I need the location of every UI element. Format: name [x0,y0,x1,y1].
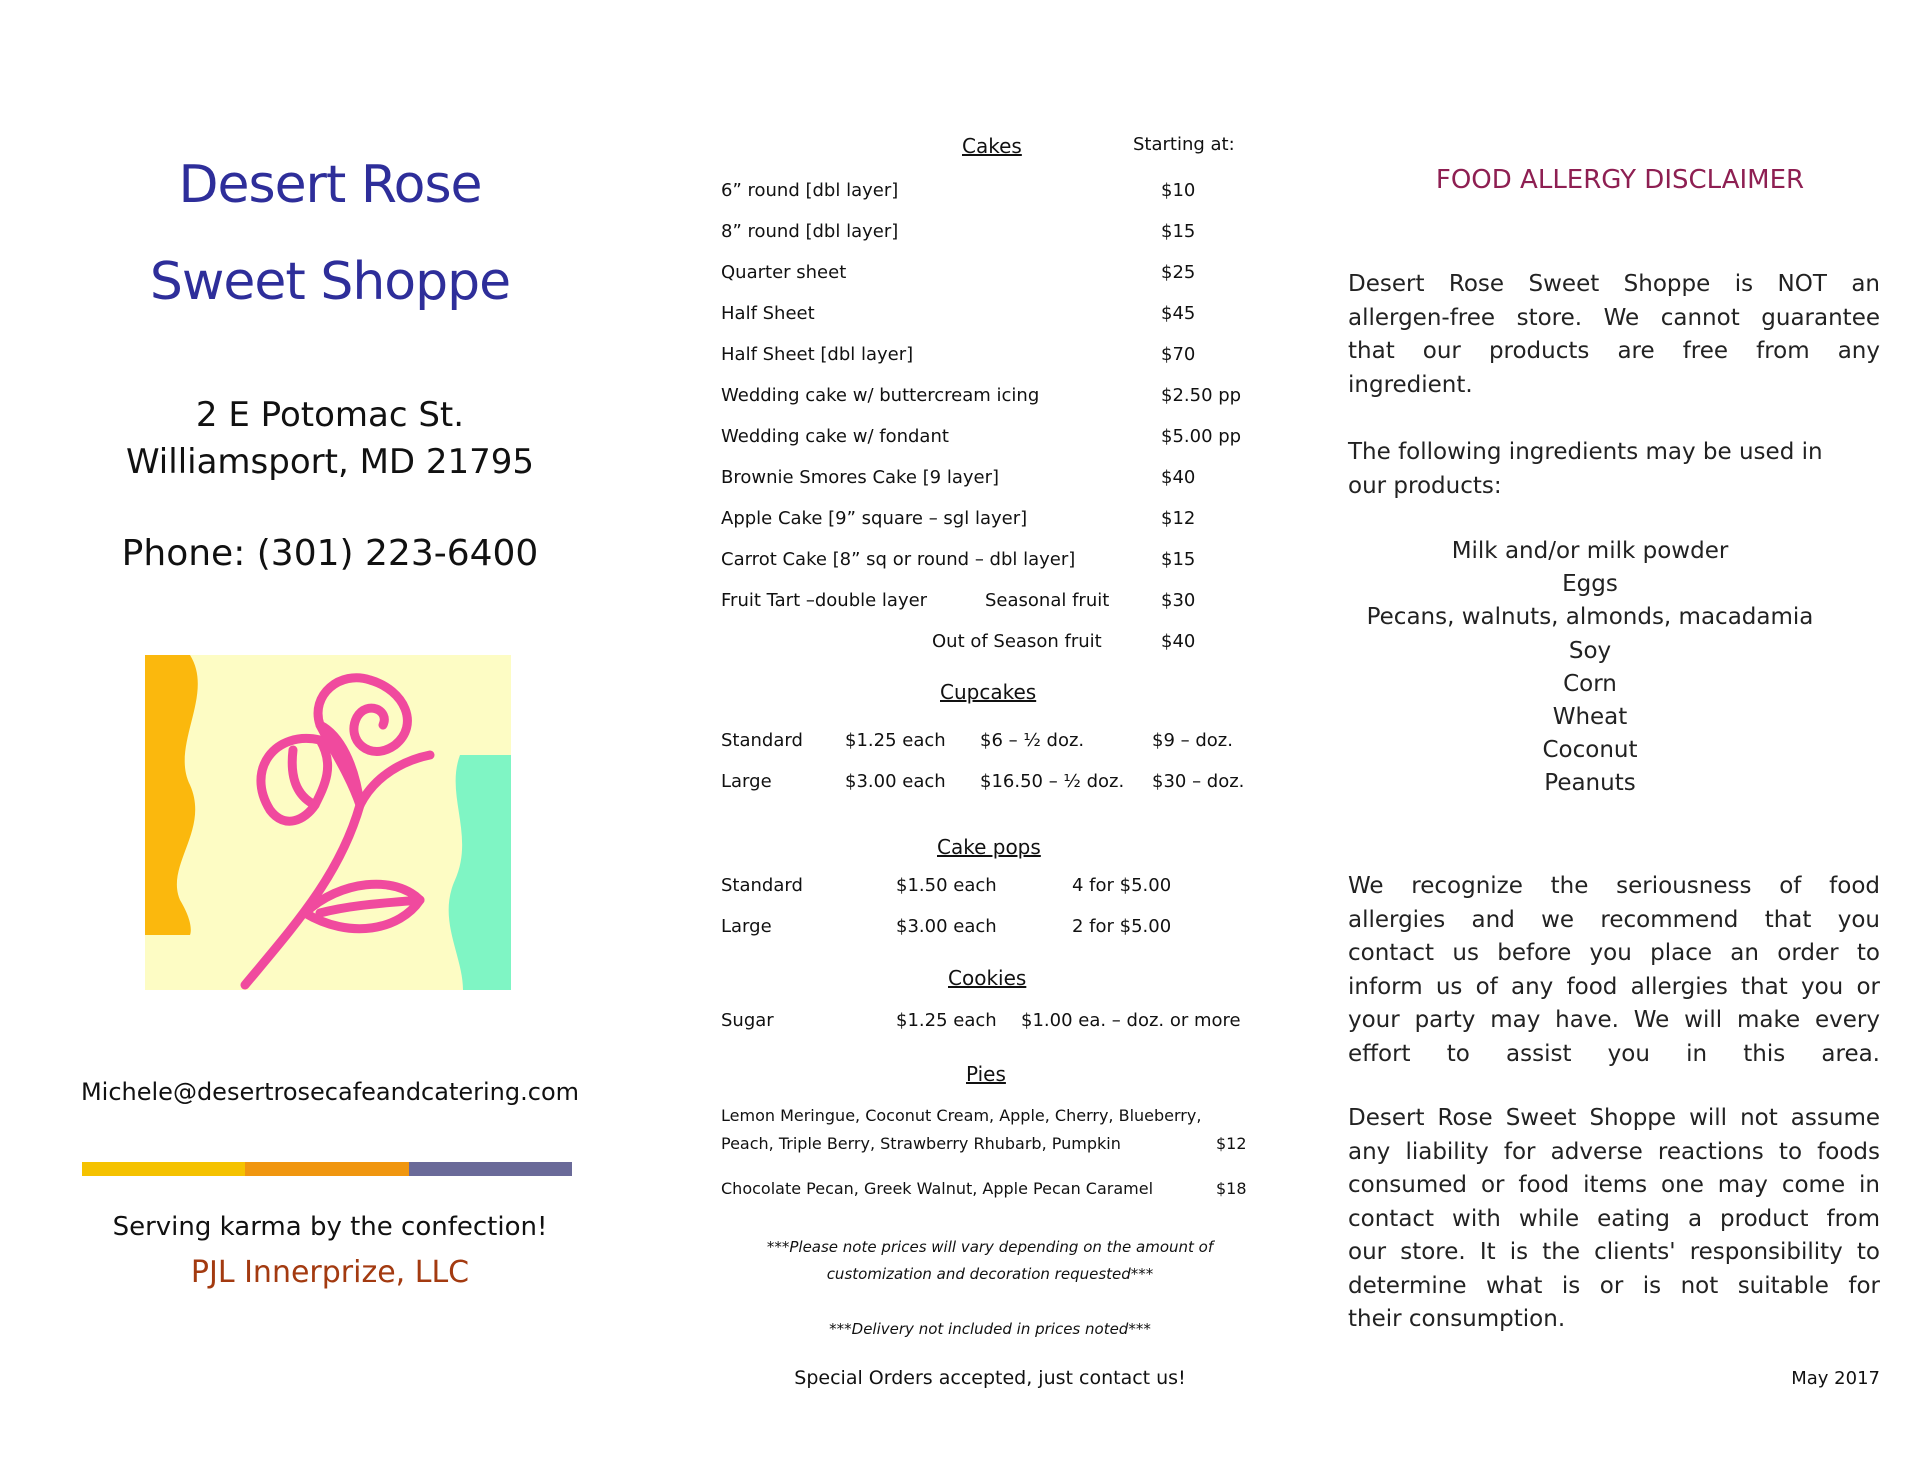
cake-item-price: $25 [1161,262,1196,283]
cake-item-price: $15 [1161,549,1196,570]
menu-panel [700,0,1280,1484]
cupcakes-heading: Cupcakes [940,680,1037,704]
rose-logo-icon [145,655,511,990]
paragraph-line: inform us of any food allergies that you or [1348,973,1880,1000]
fruit-tart-price-seasonal: $30 [1161,590,1196,611]
ingredient-item: Corn [1563,670,1617,697]
disclaimer-panel [1340,0,1900,1484]
cake-item-price: $10 [1161,180,1196,201]
cake-pop-each: $1.50 each [896,875,997,896]
address-street: 2 E Potomac St. [195,395,465,435]
pies-heading: Pies [966,1062,1006,1086]
cake-item-price: $12 [1161,508,1196,529]
paragraph-line: their consumption. [1348,1306,1566,1332]
stripe-segment-orange [245,1162,408,1176]
cake-item-price: $70 [1161,344,1196,365]
pie-group-1-price: $12 [1216,1134,1247,1153]
cupcake-each: $3.00 each [845,771,946,792]
pricing-note [700,1234,1280,1288]
paragraph-line: effort to assist you in this area. [1348,1040,1880,1067]
ingredient-item: Pecans, walnuts, almonds, macadamia [1366,604,1814,631]
fruit-tart-name: Fruit Tart –double layer [721,590,928,611]
cake-item-name: Brownie Smores Cake [9 layer] [721,467,999,488]
cupcake-half-dozen: $6 – ½ doz. [980,730,1085,751]
ingredient-item: Eggs [1562,571,1618,598]
cake-pop-size: Large [721,916,772,937]
color-stripe [82,1162,572,1176]
cookie-name: Sugar [721,1010,774,1031]
cake-item-name: 6” round [dbl layer] [721,180,899,201]
paragraph-line: Desert Rose Sweet Shoppe will not assume [1348,1105,1880,1131]
cake-item-price: $45 [1161,303,1196,324]
paragraph-line: consumed or food items one may come in [1348,1172,1880,1198]
cake-item-name: Carrot Cake [8” sq or round – dbl layer] [721,549,1076,570]
ingredient-item: Milk and/or milk powder [1451,538,1729,564]
disclaimer-paragraph-4 [1348,1102,1880,1337]
cupcake-size: Standard [721,730,803,751]
cake-item-price: $5.00 pp [1161,426,1242,447]
cupcake-dozen: $9 – doz. [1152,730,1233,751]
cookie-each: $1.25 each [896,1010,997,1031]
tagline: Serving karma by the confection! [112,1212,548,1242]
pie-group-1-names: Peach, Triple Berry, Strawberry Rhubarb, Pumpkin [721,1134,1121,1153]
cakes-price-header: Starting at: [1133,134,1235,155]
cake-pops-heading: Cake pops [937,835,1041,859]
disclaimer-paragraph-2 [1348,436,1880,503]
cookie-bulk: $1.00 ea. – doz. or more [1021,1010,1241,1031]
cake-item-name: Half Sheet [721,303,815,324]
cakes-heading: Cakes [962,134,1022,158]
cake-item-name: Wedding cake w/ buttercream icing [721,385,1040,406]
cake-pop-each: $3.00 each [896,916,997,937]
cake-item-price: $40 [1161,467,1196,488]
paragraph-line: that our products are free from any [1348,338,1880,364]
cake-pop-deal: 2 for $5.00 [1072,916,1172,937]
paragraph-line: determine what is or is not suitable for [1348,1272,1880,1299]
email-address: Michele@desertrosecafeandcatering.com [80,1078,580,1106]
cake-item-price: $2.50 pp [1161,385,1242,406]
document-date: May 2017 [1791,1368,1880,1389]
paragraph-line: our store. It is the clients' responsibility to [1348,1239,1880,1265]
pie-group-2-names: Chocolate Pecan, Greek Walnut, Apple Pecan Caramel [721,1179,1154,1198]
ingredient-list [1310,535,1870,801]
cupcake-half-dozen: $16.50 – ½ doz. [980,771,1125,792]
paragraph-line: contact us before you place an order to [1348,940,1880,966]
cupcake-size: Large [721,771,772,792]
fruit-tart-option-seasonal: Seasonal fruit [985,590,1110,611]
delivery-note: ***Delivery not included in prices noted*** [829,1320,1151,1338]
disclaimer-paragraph-3 [1348,870,1880,1071]
paragraph-line: any liability for adverse reactions to foods [1348,1138,1880,1165]
cake-item-name: Half Sheet [dbl layer] [721,344,914,365]
paragraph-line: We recognize the seriousness of food [1348,873,1880,899]
cookies-heading: Cookies [948,966,1027,990]
ingredient-item: Soy [1568,637,1612,664]
company-name: PJL Innerprize, LLC [190,1255,470,1290]
address-city: Williamsport, MD 21795 [125,442,535,482]
disclaimer-paragraph-1 [1348,268,1880,402]
special-orders-note: Special Orders accepted, just contact us! [794,1367,1186,1389]
pricing-note-line-1: ***Please note prices will vary depending on the amount of [766,1238,1214,1256]
logo-right-band [449,755,511,990]
paragraph-line: your party may have. We will make every [1348,1007,1880,1033]
ingredient-item: Coconut [1542,737,1638,764]
pricing-note-line-2: customization and decoration requested*** [826,1265,1154,1283]
cupcake-dozen: $30 – doz. [1152,771,1245,792]
cake-item-name: 8” round [dbl layer] [721,221,899,242]
paragraph-line: ingredient. [1348,371,1473,398]
pie-group-1-line-1: Lemon Meringue, Coconut Cream, Apple, Cherry, Blueberry, [721,1106,1202,1125]
cake-item-price: $15 [1161,221,1196,242]
cake-pop-size: Standard [721,875,803,896]
ingredient-item: Peanuts [1544,770,1636,797]
brand-name-line1: Desert Rose [178,155,482,215]
phone-number: Phone: (301) 223-6400 [121,533,539,574]
cake-item-name: Quarter sheet [721,262,847,283]
paragraph-line: Desert Rose Sweet Shoppe is NOT an [1348,271,1880,297]
paragraph-line: allergies and we recommend that you [1348,906,1880,933]
pie-group-2-price: $18 [1216,1179,1247,1198]
cupcake-each: $1.25 each [845,730,946,751]
cake-item-name: Wedding cake w/ fondant [721,426,949,447]
ingredient-item: Wheat [1552,704,1628,731]
paragraph-line: The following ingredients may be used in [1348,439,1823,465]
fruit-tart-price-out-of-season: $40 [1161,631,1196,652]
paragraph-line: allergen-free store. We cannot guarantee [1348,304,1880,331]
paragraph-line: contact with while eating a product from [1348,1205,1880,1232]
brand-name-line2: Sweet Shoppe [149,252,511,312]
paragraph-line: our products: [1348,472,1502,499]
stripe-segment-purple [409,1162,572,1176]
stripe-segment-yellow [82,1162,245,1176]
cake-pop-deal: 4 for $5.00 [1072,875,1172,896]
disclaimer-title: FOOD ALLERGY DISCLAIMER [1435,165,1805,195]
brand-panel [0,0,660,1484]
cake-item-name: Apple Cake [9” square – sgl layer] [721,508,1028,529]
fruit-tart-option-out-of-season: Out of Season fruit [932,631,1102,652]
